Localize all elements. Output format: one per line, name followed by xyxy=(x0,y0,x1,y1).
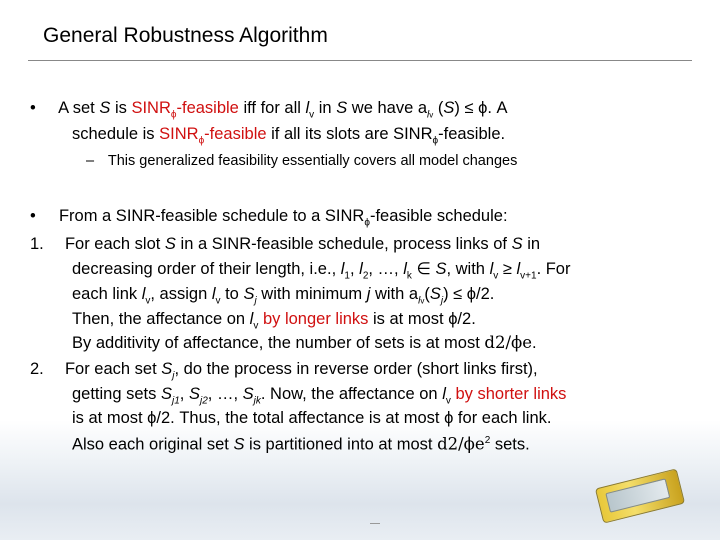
text: each link xyxy=(72,285,142,303)
math-sub: v xyxy=(445,395,451,407)
math-sup: 2 xyxy=(484,435,491,446)
text: iff for all xyxy=(238,99,306,117)
text: to xyxy=(220,285,244,303)
step-1-line-2 xyxy=(72,259,570,286)
math-sub: jk xyxy=(253,395,261,407)
text: with a xyxy=(370,285,419,303)
math-var: l xyxy=(305,99,310,117)
text: , xyxy=(349,260,360,278)
text: schedule is xyxy=(72,125,160,143)
math-var: S xyxy=(443,99,455,117)
text: ∈ xyxy=(411,260,436,278)
bullet-2 xyxy=(30,206,508,233)
red-term: -feasible xyxy=(204,125,267,143)
step-2-line-4 xyxy=(72,431,530,455)
math-sub: v xyxy=(253,320,259,332)
text: ) ≤ ϕ/2. xyxy=(443,285,495,303)
math-var: l xyxy=(516,260,521,278)
math-var: l xyxy=(141,285,146,303)
text: . xyxy=(532,334,537,352)
sub-bullet-text: This generalized feasibility essentially covers all model changes xyxy=(107,153,518,169)
text: From a SINR-feasible schedule to a SINR xyxy=(58,207,365,225)
red-sub: ϕ xyxy=(198,135,205,147)
step-2-line-3 xyxy=(72,408,551,428)
math-sub: k xyxy=(406,270,412,282)
math-sub: j xyxy=(172,370,175,382)
text: Then, the affectance on xyxy=(72,310,250,328)
step-1-line-5 xyxy=(72,333,537,353)
title-divider xyxy=(28,60,692,61)
math-var: S xyxy=(164,235,176,253)
text: sets. xyxy=(490,435,530,454)
math-sub: j1 xyxy=(172,395,180,407)
text: we have a xyxy=(347,99,428,117)
math-var: S xyxy=(511,235,523,253)
red-term: -feasible xyxy=(176,99,239,117)
math-sub: v xyxy=(429,110,434,120)
math-sub: l xyxy=(418,295,421,307)
text: , assign xyxy=(150,285,212,303)
red-term: by longer links xyxy=(262,310,369,328)
math-var: l xyxy=(403,260,407,278)
text: ( xyxy=(433,99,444,117)
math-sub: 1 xyxy=(344,270,350,282)
math-sub: l xyxy=(427,109,430,121)
text: Also each original set xyxy=(72,435,234,454)
math-sub: v xyxy=(493,270,499,282)
math-sub: v xyxy=(309,109,315,121)
step-1-line-1 xyxy=(30,234,540,254)
red-term: by shorter links xyxy=(455,385,567,403)
text: ( xyxy=(424,285,430,303)
math-sub: v xyxy=(420,296,425,306)
bullet-marker: • xyxy=(30,207,36,225)
text: A set xyxy=(58,99,100,117)
text: if all its slots are SINR xyxy=(266,125,433,143)
bullet-1-line-1 xyxy=(30,98,508,125)
text: . For xyxy=(536,260,571,278)
text: For each set xyxy=(64,360,162,378)
math-expr: d2/ϕe xyxy=(437,434,485,454)
step-number: 1. xyxy=(30,235,44,253)
math-var: l xyxy=(340,260,345,278)
text: , do the process in reverse order (short links first), xyxy=(174,360,538,378)
text: is at most ϕ/2. Thus, the total affectance is at most ϕ for each link. xyxy=(72,409,552,427)
math-var: S xyxy=(233,435,245,454)
math-var: S xyxy=(243,285,255,303)
text: decreasing order of their length, i.e., xyxy=(72,260,341,278)
math-sub: ϕ xyxy=(364,217,370,229)
math-var: S xyxy=(435,260,447,278)
sub-bullet-1 xyxy=(86,151,517,171)
math-var: l xyxy=(489,260,494,278)
step-1-line-3 xyxy=(72,284,494,311)
math-sub: v xyxy=(215,295,221,307)
math-sub: v xyxy=(145,295,151,307)
math-var: l xyxy=(249,310,254,328)
text: getting sets xyxy=(72,385,161,403)
bullet-marker: • xyxy=(30,99,36,117)
text: is xyxy=(110,99,132,117)
text: -feasible schedule: xyxy=(369,207,508,225)
math-var: S xyxy=(429,285,441,303)
math-var: l xyxy=(211,285,216,303)
math-var: S xyxy=(160,385,172,403)
sub-bullet-marker: – xyxy=(86,153,95,169)
math-sub: v+1 xyxy=(520,270,537,282)
math-var: S xyxy=(242,385,254,403)
math-var: j xyxy=(366,285,371,303)
text: is partitioned into at most xyxy=(244,435,438,454)
text: with minimum xyxy=(256,285,367,303)
math-sub: j2 xyxy=(199,395,208,407)
bullet-1-line-2 xyxy=(72,124,505,151)
math-var: S xyxy=(161,360,173,378)
math-sub: 2 xyxy=(362,270,369,282)
math-expr: d2/ϕe xyxy=(484,333,533,352)
text: -feasible. xyxy=(438,125,506,143)
text: ) ≤ ϕ. A xyxy=(454,99,508,117)
text: ≥ xyxy=(498,260,517,278)
text: in xyxy=(314,99,337,117)
text: . Now, the affectance on xyxy=(260,385,443,403)
text: , xyxy=(179,385,189,403)
math-var: l xyxy=(442,385,446,403)
math-var: l xyxy=(359,260,363,278)
math-sub: j xyxy=(254,295,257,307)
text: in a SINR-feasible schedule, process links of xyxy=(175,235,512,253)
text: By additivity of affectance, the number of sets is at most xyxy=(72,334,485,352)
math-var: S xyxy=(99,99,111,117)
text: in xyxy=(522,235,541,253)
red-term: SINR xyxy=(131,99,171,117)
math-var: S xyxy=(336,99,348,117)
math-sub: j xyxy=(440,295,444,307)
step-number: 2. xyxy=(30,360,44,378)
math-sub: ϕ xyxy=(432,135,439,147)
text: , …, xyxy=(368,260,404,278)
footer-mark xyxy=(370,523,380,524)
text: , with xyxy=(446,260,490,278)
math-var: S xyxy=(188,385,200,403)
slide-title: General Robustness Algorithm xyxy=(43,24,328,47)
step-2-line-1 xyxy=(30,359,538,386)
text: For each slot xyxy=(64,235,165,253)
red-term: SINR xyxy=(159,125,199,143)
text: is at most ϕ/2. xyxy=(368,310,476,328)
text: , …, xyxy=(207,385,243,403)
red-sub: ϕ xyxy=(170,109,177,121)
